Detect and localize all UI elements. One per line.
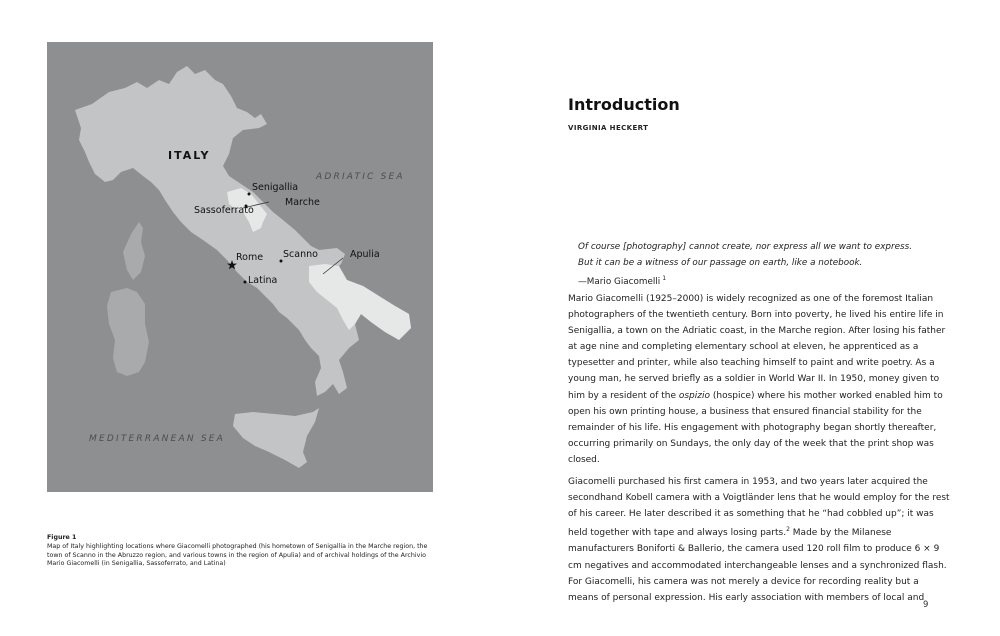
- map-label-scanno: Scanno: [283, 249, 318, 260]
- paragraph-text: Made by the Milanese manufacturers Boniforti & Ballerio, the camera used 120 roll film to produce 6 × 9 cm negatives and accommodated interchangeable lenses and a synchronized flash. For Giacomelli, his camera was not merely a device for recording reality but a means of personal expression. His early association with members of local and: [568, 528, 947, 603]
- body-paragraph-1: [568, 291, 950, 468]
- article-header: [568, 95, 950, 132]
- article-body: [568, 291, 950, 612]
- map-label-italy: ITALY: [168, 149, 211, 162]
- map-label-senigallia: Senigallia: [252, 182, 299, 193]
- map-label-apulia: Apulia: [350, 249, 380, 260]
- senigallia-dot-icon: [248, 193, 251, 196]
- figure-caption-text: Map of Italy highlighting locations where Giacomelli photographed (his hometown of Senigallia in the Marche region, the town of Scanno in the Abruzzo region, and various towns in the region of Apulia) and of archival holdings of the Archivio Mario Giacomelli (in Senigallia, Sassoferrato, and Latina): [47, 542, 428, 568]
- map-label-marche: Marche: [285, 197, 320, 208]
- page-number: 9: [923, 600, 929, 610]
- figure-caption: [47, 534, 437, 569]
- map-label-adriatic-sea: ADRIATIC SEA: [316, 172, 405, 182]
- map-label-sassoferrato: Sassoferrato: [194, 205, 254, 216]
- footnote-ref-1: 1: [662, 275, 667, 283]
- map-label-latina: Latina: [248, 275, 278, 286]
- paragraph-text: Giacomelli purchased his first camera in 1953, and two years later acquired the secondhand Kobell camera with a Voigtländer lens that he would employ for the rest of his career. He later described it as something that he “had cobbled up”; it was held together with tape and always losing parts.: [568, 477, 950, 539]
- page-title: Introduction: [568, 95, 680, 114]
- epigraph: [578, 240, 950, 291]
- latina-dot-icon: [244, 281, 247, 284]
- epigraph-line-2: But it can be a witness of our passage on earth, like a notebook.: [578, 257, 863, 268]
- figure-caption-title: Figure 1: [47, 534, 77, 541]
- epigraph-attribution: —Mario Giacomelli: [578, 277, 661, 288]
- author-name: VIRGINIA HECKERT: [568, 124, 649, 132]
- map-label-mediterranean-sea: MEDITERRANEAN SEA: [89, 434, 226, 444]
- epigraph-attribution-line: [578, 271, 950, 291]
- body-paragraph-2: [568, 474, 950, 606]
- sardinia-shape: [107, 288, 149, 376]
- footnote-ref-2: 2: [786, 526, 790, 534]
- sicily-shape: [233, 408, 319, 468]
- paragraph-text: Mario Giacomelli (1925–2000) is widely recognized as one of the foremost Italian photographers of the twentieth century. Born into poverty, he lived his entire life in Senigallia, a town on the Adriatic coast, in the Marche region. After losing his father at age nine and completing elementary school at eleven, he apprenticed as a typesetter and printer, while also teaching himself to paint and write poetry. As a young man, he served briefly as a soldier in World War II. In 1950, money given to him by a resident of the: [568, 294, 946, 401]
- corsica-shape: [123, 222, 145, 280]
- map-figure: [47, 42, 433, 492]
- italy-map-graphic: [47, 42, 433, 492]
- epigraph-line-1: Of course [photography] cannot create, nor express all we want to express.: [578, 242, 912, 252]
- italic-term: ospizio: [678, 390, 710, 401]
- paragraph-text: (hospice) where his mother worked enabled him to open his own printing house, a business that ensured financial stability for the remainder of his life. His engagement with photography began shortly thereafter, occurring primarily on Sundays, the only day of the week that the print shop was closed.: [568, 390, 943, 465]
- map-label-rome: Rome: [236, 252, 264, 263]
